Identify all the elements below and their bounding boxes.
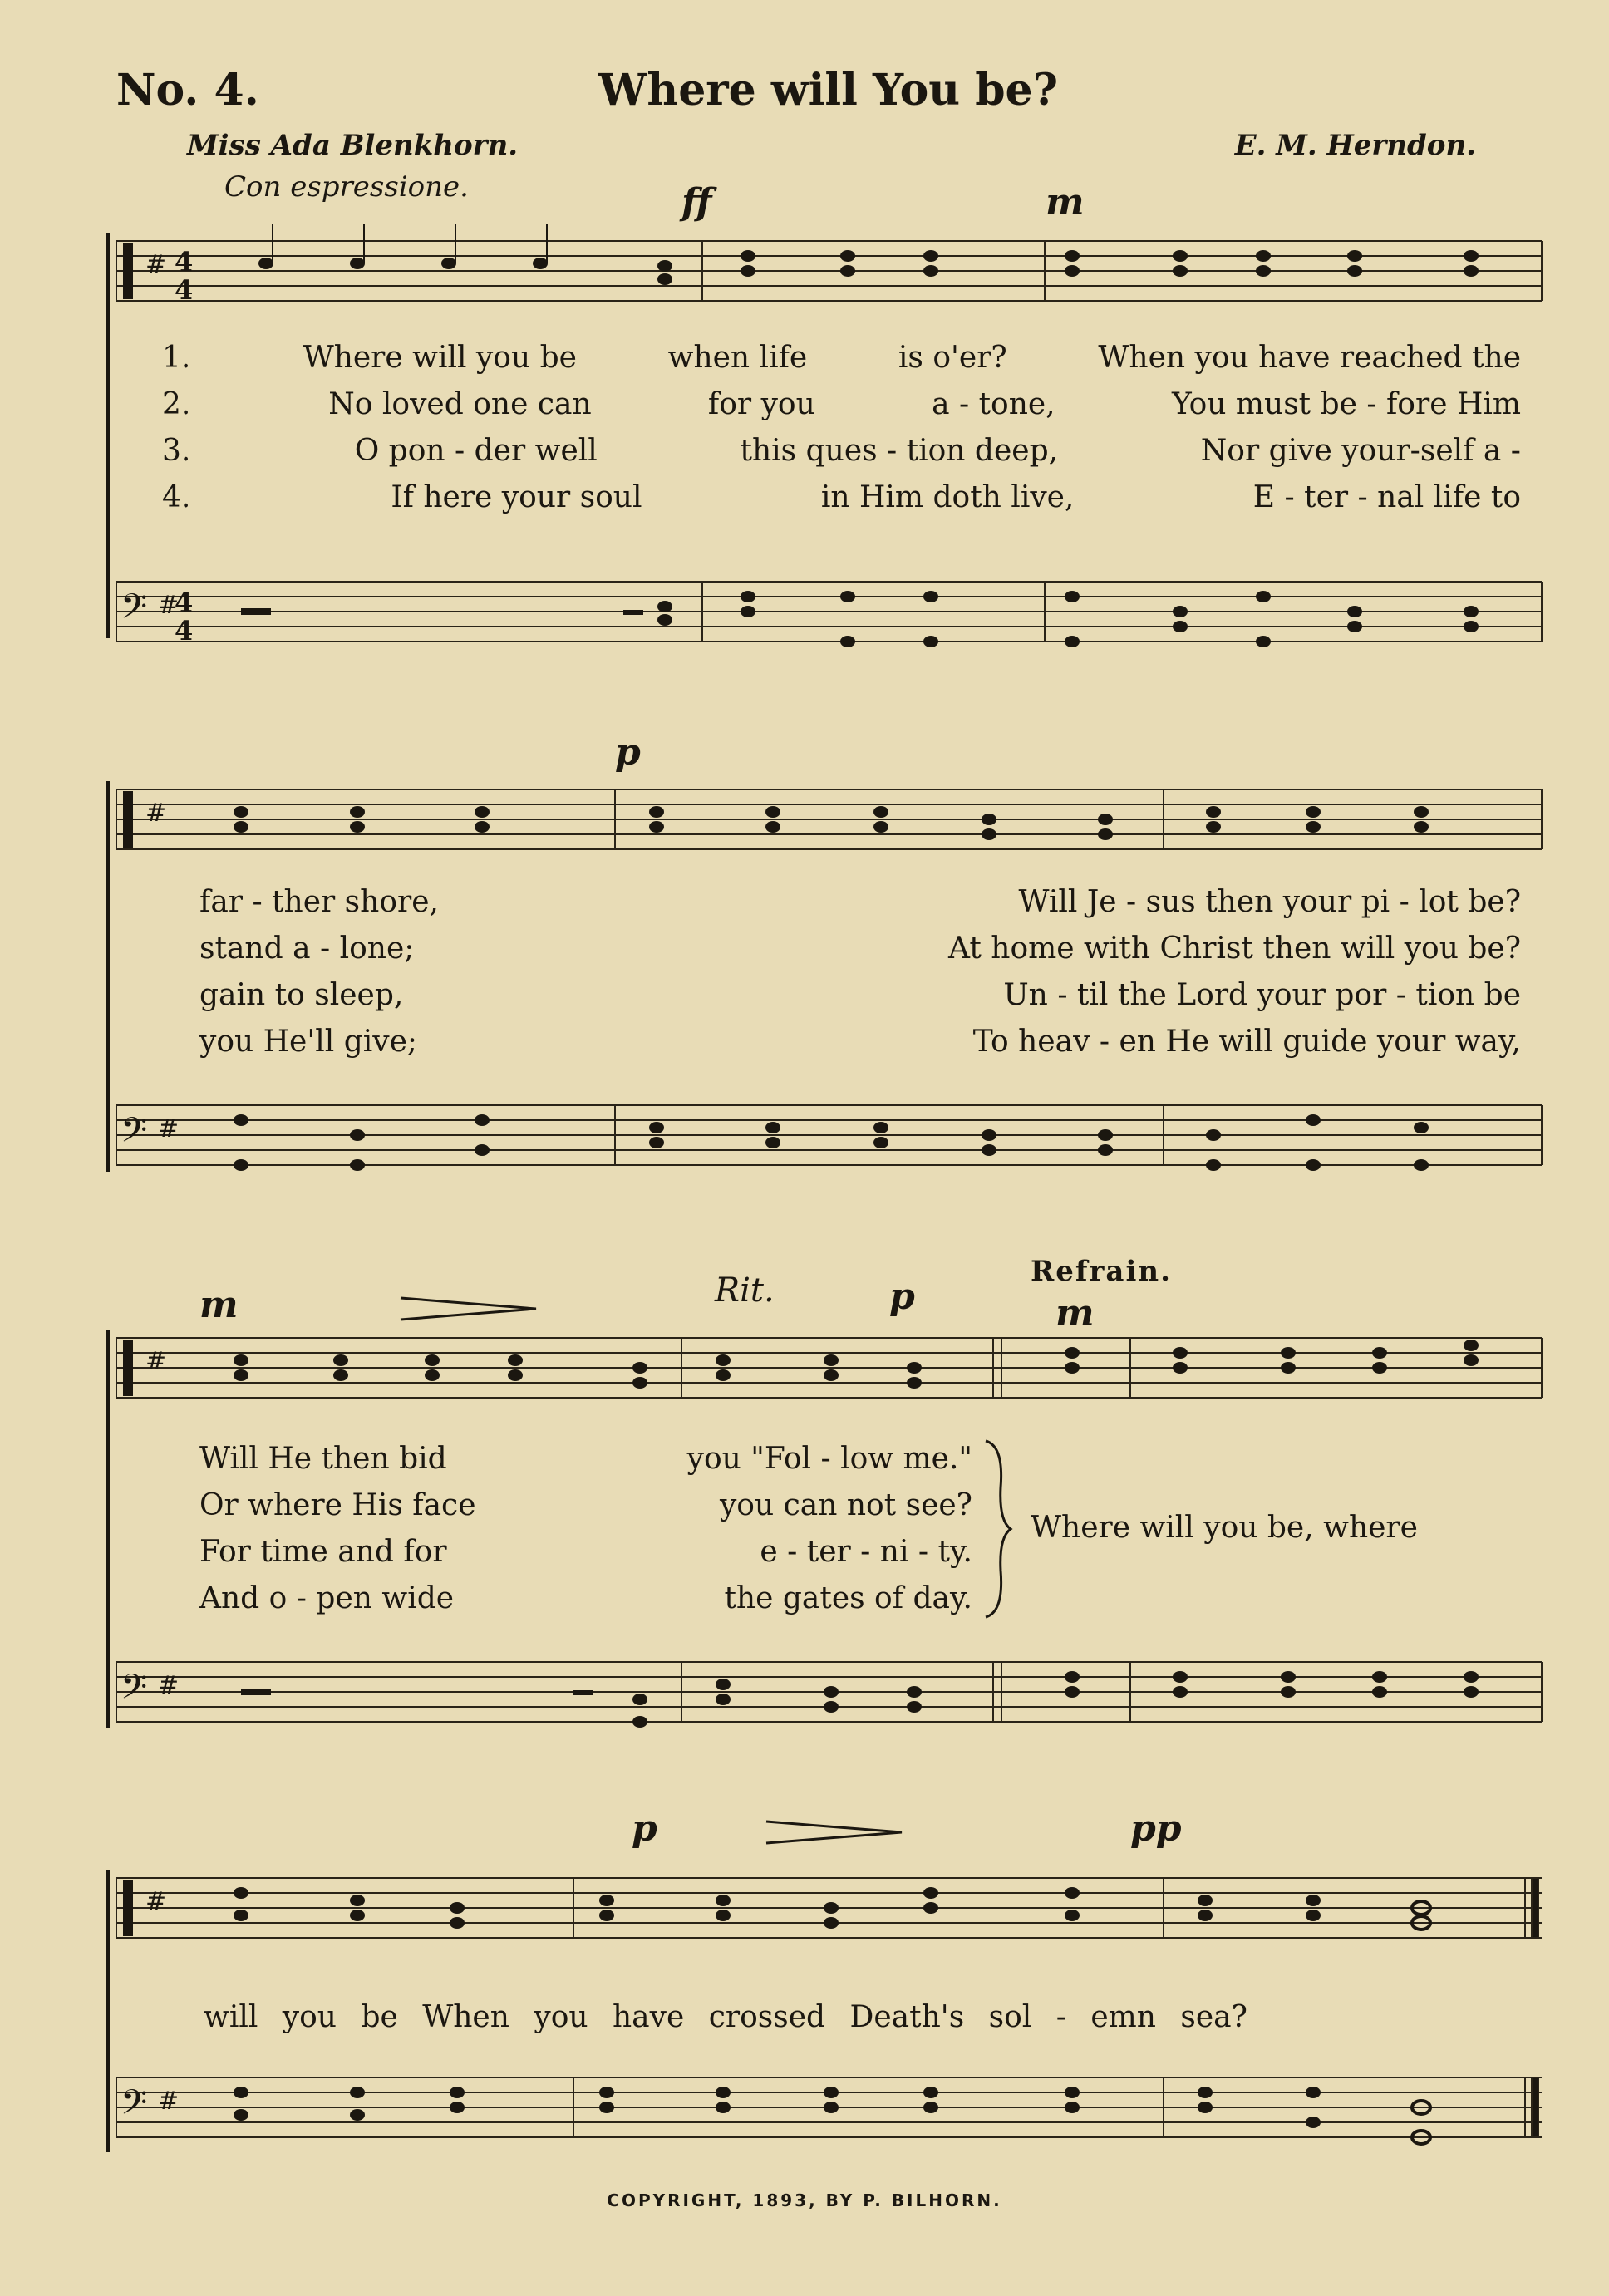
system-4-bass-staff <box>108 2061 1546 2152</box>
svg-text:4: 4 <box>175 274 194 306</box>
system-2-treble-staff <box>108 773 1546 864</box>
svg-text:𝄢: 𝄢 <box>121 587 148 635</box>
svg-text:𝄢: 𝄢 <box>121 2082 148 2131</box>
lyricist-credit: Miss Ada Blenkhorn. <box>187 129 519 162</box>
verse-3-line-1: 3. O pon - der well this ques - tion deep, Nor give your-self a - <box>162 434 1521 468</box>
verse-3-line-3: For time and for e - ter - ni - ty. <box>199 1535 972 1569</box>
hymn-title: Where will You be? <box>598 65 1059 116</box>
verse-1-line-3: Will He then bid you "Fol - low me." <box>199 1442 972 1476</box>
refrain-lyric-line-1: Where will you be, where <box>1031 1511 1418 1545</box>
system-1-bass-staff <box>108 565 1546 656</box>
dynamic-p-1: p <box>615 731 641 774</box>
svg-text:𝄢: 𝄢 <box>121 1667 148 1715</box>
svg-text:𝄢: 𝄢 <box>121 1110 148 1158</box>
verse-1-line-2: far - ther shore, Will Je - sus then your pi - lot be? <box>199 885 1521 919</box>
verse-4-line-2: you He'll give; To heav - en He will guide your way, <box>199 1025 1521 1059</box>
system-3-lyrics <box>199 1442 972 1628</box>
system-4-brace <box>106 1870 110 2152</box>
verse-brace <box>981 1438 1014 1620</box>
verse-4-line-1: 4. If here your soul in Him doth live, E - ter - nal life to <box>162 480 1521 514</box>
system-2-bass-staff <box>108 1089 1546 1180</box>
svg-text:#: # <box>145 1887 167 1916</box>
dynamic-pp: pp <box>1130 1807 1182 1850</box>
svg-text:4: 4 <box>175 615 194 647</box>
verse-1-line-1: 1. Where will you be when life is o'er? When you have reached the <box>162 341 1521 375</box>
verse-2-line-2: stand a - lone; At home with Christ then will you be? <box>199 932 1521 966</box>
svg-text:#: # <box>145 799 167 828</box>
svg-text:#: # <box>145 1347 167 1376</box>
verse-4-line-3: And o - pen wide the gates of day. <box>199 1581 972 1615</box>
system-1-treble-staff <box>108 224 1546 316</box>
system-1-brace <box>106 233 110 638</box>
system-1-lyrics <box>162 341 1521 527</box>
verse-2-line-3: Or where His face you can not see? <box>199 1488 972 1522</box>
hymn-number: No. 4. <box>116 65 259 116</box>
dynamic-m-2: m <box>199 1284 239 1326</box>
composer-credit: E. M. Herndon. <box>1234 129 1476 162</box>
copyright-notice: COPYRIGHT, 1893, BY P. BILHORN. <box>607 2190 1002 2210</box>
system-3-brace <box>106 1330 110 1728</box>
refrain-lyric-line-2: will you be When you have crossed Death's sol - emn sea? <box>204 2000 1247 2034</box>
refrain-heading: Refrain. <box>1031 1255 1172 1288</box>
decrescendo-hairpin-1 <box>399 1296 540 1321</box>
dynamic-ff: ff <box>681 181 712 224</box>
system-3-bass-staff <box>108 1645 1546 1737</box>
svg-text:#: # <box>158 591 180 620</box>
svg-text:#: # <box>158 2087 180 2116</box>
system-2-lyrics <box>199 885 1521 1071</box>
system-3-treble-staff <box>108 1321 1546 1413</box>
ritardando-marking: Rit. <box>715 1271 775 1310</box>
system-4-treble-staff <box>108 1861 1546 1953</box>
svg-text:#: # <box>145 250 167 279</box>
verse-2-line-1: 2. No loved one can for you a - tone, You must be - fore Him <box>162 387 1521 421</box>
svg-text:#: # <box>158 1671 180 1700</box>
svg-text:4: 4 <box>175 246 194 278</box>
dynamic-p-2: p <box>889 1276 915 1318</box>
svg-text:#: # <box>158 1114 180 1143</box>
verse-3-line-2: gain to sleep, Un - til the Lord your por - tion be <box>199 978 1521 1012</box>
svg-text:4: 4 <box>175 587 194 618</box>
system-2-brace <box>106 781 110 1172</box>
tempo-marking: Con espressione. <box>224 170 469 204</box>
dynamic-m-3: m <box>1055 1292 1095 1335</box>
decrescendo-hairpin-2 <box>765 1820 906 1845</box>
dynamic-p-3: p <box>632 1807 657 1850</box>
dynamic-m: m <box>1046 181 1085 224</box>
